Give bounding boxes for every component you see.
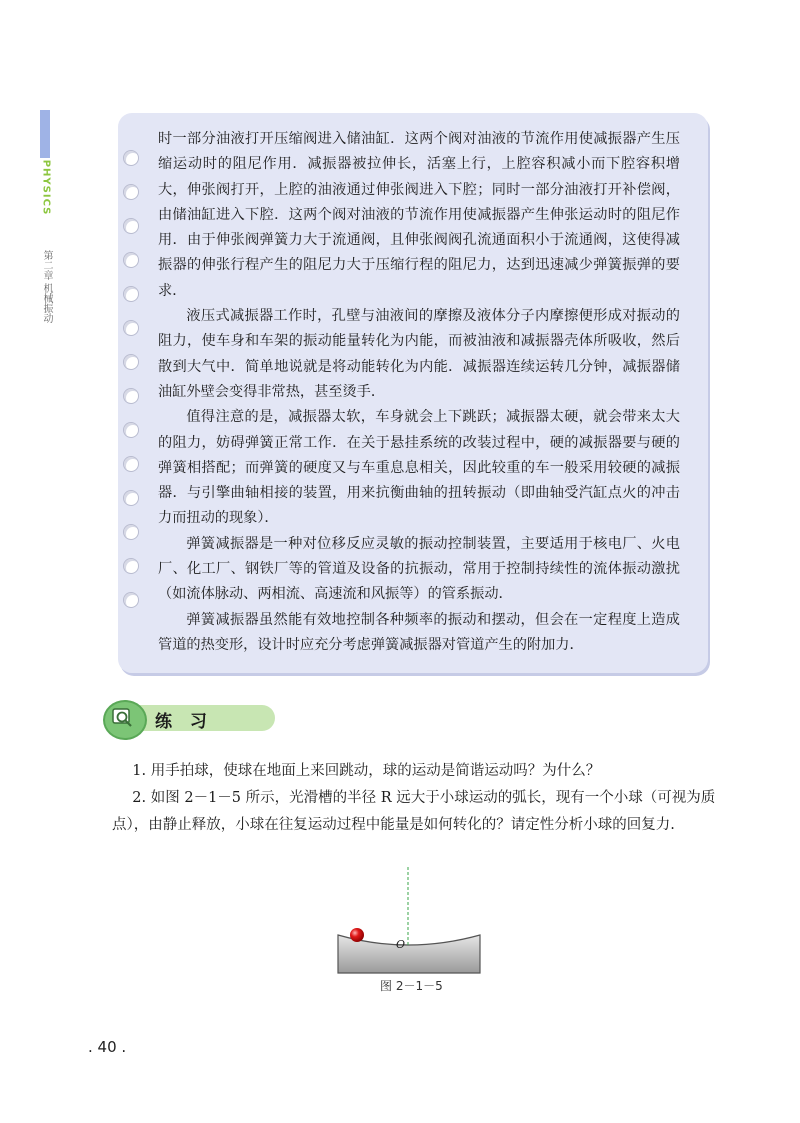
binder-ring-icon	[123, 558, 139, 574]
binder-ring-icon	[123, 320, 139, 336]
binder-ring-icon	[123, 184, 139, 200]
binder-ring-icon	[123, 592, 139, 608]
point-label: O	[396, 938, 406, 951]
chapter-label: 第二章 机械振动	[41, 250, 52, 324]
card-paragraph: 液压式减振器工作时，孔壁与油液间的摩擦及液体分子内摩擦便形成对振动的阻力，使车身和车架的振动能量转化为内能，而被油液和减振器壳体所吸收，然后散到大气中．简单地说就是将动能转化为内能．减振器连续运转几分钟，减振器储油缸外壁会变得非常热，甚至烫手．	[158, 308, 680, 400]
binder-ring-icon	[123, 286, 139, 302]
card-paragraph: 弹簧减振器虽然能有效地控制各种频率的振动和摆动，但会在一定程度上造成管道的热变形，设计时应充分考虑弹簧减振器对管道产生的附加力．	[158, 611, 680, 653]
binder-ring-icon	[123, 524, 139, 540]
binder-ring-icon	[123, 456, 139, 472]
side-color-bar	[40, 110, 50, 158]
page-number: . 40 .	[88, 1038, 127, 1056]
card-body	[158, 127, 680, 658]
binder-ring-icon	[123, 354, 139, 370]
binder-ring-icon	[123, 218, 139, 234]
card-paragraph: 值得注意的是，减振器太软，车身就会上下跳跃；减振器太硬，就会带来太大的阻力，妨碍弹簧正常工作．在关于悬挂系统的改装过程中，硬的减振器要与硬的弹簧相搭配；而弹簧的硬度又与车重息息相关，因此较重的车一般采用较硬的减振器．与引擎曲轴相接的装置，用来抗衡曲轴的扭转振动（即曲轴受汽缸点火的冲击力而扭动的现象）．	[158, 409, 680, 527]
groove-figure	[330, 865, 490, 975]
binder-ring-icon	[123, 150, 139, 166]
figure-caption: 图 2－1－5	[380, 979, 443, 993]
magnifier-icon	[103, 700, 147, 740]
red-ball	[350, 928, 364, 942]
binder-ring-icon	[123, 422, 139, 438]
card-paragraph: 时一部分油液打开压缩阀进入储油缸．这两个阀对油液的节流作用使减振器产生压缩运动时的阻尼作用．减振器被拉伸长，活塞上行，上腔容积减小而下腔容积增大，伸张阀打开，上腔的油液通过伸张阀进入下腔；同时一部分油液打开补偿阀，由储油缸进入下腔．这两个阀对油液的节流作用使减振器产生伸张运动时的阻尼作用．由于伸张阀弹簧力大于流通阀，且伸张阀阀孔流通面积小于流通阀，这使得减振器的伸张行程产生的阻尼力大于压缩行程的阻尼力，达到迅速减少弹簧振弹的要求．	[158, 131, 680, 299]
question-item: 2. 如图 2－1－5 所示，光滑槽的半径 R 远大于小球运动的弧长，现有一个小球（可视为质点），由静止释放，小球在往复运动过程中能量是如何转化的？请定性分析小球的回复力.	[112, 790, 716, 833]
card-paragraph: 弹簧减振器是一种对位移反应灵敏的振动控制装置，主要适用于核电厂、火电厂、化工厂、钢铁厂等的管道及设备的抗振动，常用于控制持续性的流体振动激扰（如流体脉动、两相流、高速流和风振等）的管系振动．	[158, 535, 680, 603]
question-item: 1. 用手拍球，使球在地面上来回跳动，球的运动是简谐运动吗？为什么？	[132, 763, 601, 779]
binder-ring-icon	[123, 388, 139, 404]
exercise-header	[103, 700, 223, 736]
exercise-questions	[112, 758, 722, 839]
subject-tag	[40, 160, 50, 220]
binder-ring-icon	[123, 490, 139, 506]
exercise-title: 练 习	[155, 712, 213, 732]
binder-rings	[123, 150, 145, 630]
subject-tag-text: PHYSICS	[40, 159, 52, 216]
binder-ring-icon	[123, 252, 139, 268]
exercise-title-banner	[135, 705, 275, 731]
